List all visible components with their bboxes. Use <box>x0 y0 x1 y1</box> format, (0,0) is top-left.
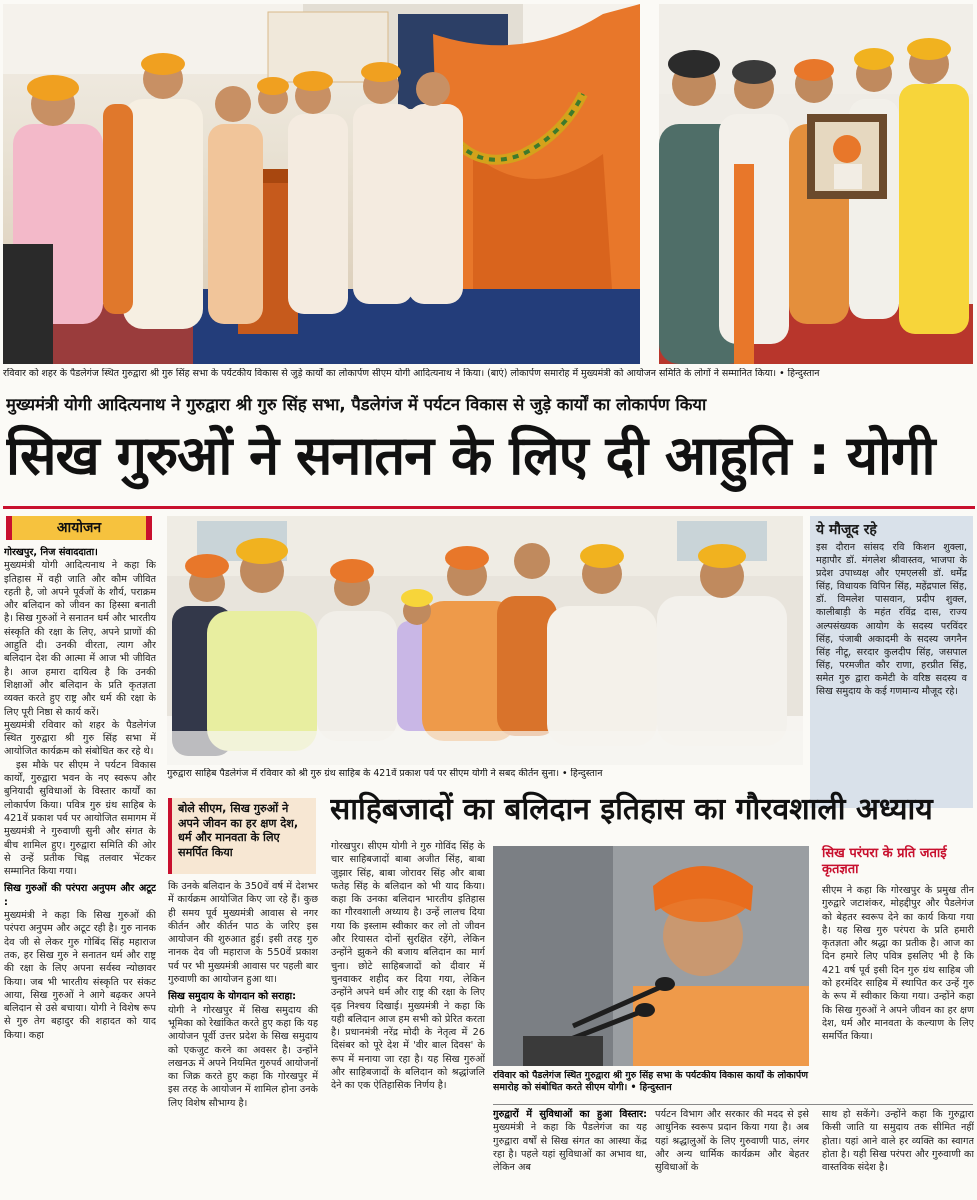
bottom-subhead: गुरुद्वारों में सुविधाओं का हुआ विस्तार: मुख्यमंत्री ने कहा कि पैडलेगंज का यह गुरुद्वारा वर्षों से सिख संगत का आस्था केंद्र रहा है। पहले यहां सुविधाओं का अभाव था, लेकिन अब <box>493 1109 647 1174</box>
gathering-scene <box>167 516 803 765</box>
dateline: गोरखपुर, निज संवाददाता। <box>4 547 98 558</box>
present-heading: ये मौजूद रहे <box>816 522 877 538</box>
section-tag-label: आयोजन <box>56 520 102 536</box>
felicitation-scene <box>659 4 973 364</box>
col1-para-1: मुख्यमंत्री योगी आदित्यनाथ ने कहा कि इतिहास में वही जाति और कौम जीवित रहती है, जो अपने पूर्वजों के शौर्य, पराक्रम और बलिदान को जीवन का हिस्सा बनाती है। सिख गुरुओं ने सनातन धर्म और भारतीय संस्कृति की रक्षा के लिए, अपने प्राणों की आहुति दी। उनकी वीरता, त्याग और बलिदान देश की आत्मा में आज भी जीवित है। आज हमारा दायित्व है कि उनकी शिक्षाओं और बलिदान के प्रति कृतज्ञता व्यक्त करते हुए राष्ट्र और धर्म की रक्षा के लिए पूरी निष्ठा से कार्य करें। <box>4 560 156 718</box>
kicker-headline: मुख्यमंत्री योगी आदित्यनाथ ने गुरुद्वारा श्री गुरु सिंह सभा, पैडलेगंज में पर्यटन विकास से जुड़े कार्यों का लोकार्पण किया <box>6 395 707 414</box>
top-right-photo <box>659 4 973 364</box>
bottom-column-3: साथ हो सकेंगे। उन्होंने कहा कि गुरुद्वारा किसी जाति या समुदाय तक सीमित नहीं होता। यहां आने वाले हर व्यक्ति का स्वागत होता है। यही सिख परंपरा और गुरुवाणी का वास्तविक संदेश है। <box>822 1109 974 1174</box>
bottom-column-1 <box>493 1108 647 1196</box>
col1-para-3: इस मौके पर सीएम ने पर्यटन विकास कार्यों, गुरुद्वारा भवन के नए स्वरूप और बुनियादी सुविधाओं के विस्तार कार्यों का लोकार्पण किया। पवित्र गुरु ग्रंथ साहिब के 421वें प्रकाश पर्व पर आयोजित समागम में मुख्यमंत्री ने गुरुवाणी सुनी और संगत के बीच शामिल हुए। गुरुद्वारा समिति की ओर से उन्हें प्रतीक चिह्न तलवार भेंटकर सम्मानित किया गया। <box>4 759 156 878</box>
middle-photo-caption: गुरुद्वारा साहिब पैडलेगंज में रविवार को श्री गुरु ग्रंथ साहिब के 421वें प्रकाश पर्व पर सीएम योगी ने सबद कीर्तन सुना। • हिन्दुस्तान <box>167 768 603 779</box>
quote-text: बोले सीएम, सिख गुरुओं ने अपने जीवन का हर क्षण देश, धर्म और मानवता के लिए समर्पित किया <box>178 802 299 859</box>
present-box <box>810 516 973 808</box>
col1-para-4: मुख्यमंत्री ने कहा कि सिख गुरुओं की परंपरा अनुपम और अटूट रही है। गुरु नानक देव जी से लेकर गुरु गोबिंद सिंह महाराज तक, हर सिख गुरु ने सनातन धर्म और राष्ट्र की रक्षा के लिए अपना सर्वस्व न्योछावर किया। जब भी भारतीय संस्कृति पर संकट आया, सिख गुरुओं ने आगे बढ़कर अपने बलिदान से उसे बचाया। योगी ने विशेष रूप से गुरु तेग बहादुर की शहादत को याद किया। कहा <box>4 910 156 1041</box>
column-3 <box>331 840 485 1196</box>
col2-para-1: कि उनके बलिदान के 350वें वर्ष में देशभर में कार्यक्रम आयोजित किए जा रहे हैं। कुछ ही समय पूर्व मुख्यमंत्री आवास से नगर कीर्तन और कीर्तन पाठ के जरिए इस आयोजन की शुरुआत हुई। इसी तरह गुरु नानक देव जी महाराज के 550वें प्रकाश पर्व पर भी मुख्यमंत्री आवास पर पहली बार गुरुवाणी का आयोजन हुआ था। <box>168 881 318 986</box>
top-photo-caption: रविवार को शहर के पैडलेगंज स्थित गुरुद्वारा श्री गुरु सिंह सभा के पर्यटकीय विकास से जुड़े कार्यों का लोकार्पण सीएम योगी आदित्यनाथ ने किया। (बाएं) लोकार्पण समारोह में मुख्यमंत्री को आयोजन समिति के लोगों ने सम्मानित किया। • हिन्दुस्तान <box>3 368 820 379</box>
bottom-column-2: पर्यटन विभाग और सरकार की मदद से इसे आधुनिक स्वरूप प्रदान किया गया है। अब यहां श्रद्धालुओं के लिए गुरुवाणी पाठ, लंगर और अन्य धार्मिक कार्यक्रम और बेहतर सुविधाओं के <box>655 1109 809 1174</box>
col1-subhead: सिख गुरुओं की परंपरा अनुपम और अटूट : <box>4 883 156 908</box>
col2-subhead: सिख समुदाय के योगदान को सराहा: <box>168 991 297 1003</box>
present-list: इस दौरान सांसद रवि किशन शुक्ला, महापौर डॉ. मंगलेश श्रीवास्तव, भाजपा के प्रदेश उपाध्यक्ष और एमएलसी डॉ. धर्मेंद्र सिंह, विधायक विपिन सिंह, महेंद्रपाल सिंह, डॉ. विमलेश पासवान, प्रदीप शुक्ल, कालीबाड़ी के महंत रविंद्र दास, राज्य अल्पसंख्यक आयोग के सदस्य परविंदर सिंह, पंजाबी अकादमी के सदस्य जगनैन सिंह नीटू, सरदार कुलदीप सिंह, जसपाल सिंह, परमजीत कौर राणा, हरप्रीत सिंह, समेत गुरु द्वारा कमेटी के वरिष्ठ सदस्य व सिख समुदाय के कई गणमान्य मौजूद रहे। <box>816 542 967 698</box>
speaker-scene <box>493 846 809 1066</box>
col3-para-1: गोरखपुर। सीएम योगी ने गुरु गोविंद सिंह के चार साहिबजादों बाबा अजीत सिंह, बाबा जुझार सिंह, बाबा जोरावर सिंह और बाबा फतेह सिंह के बलिदान को भी याद किया। कहा कि उनका बलिदान भारतीय इतिहास का गौरवशाली अध्याय है। उन्हें लालच दिया गया कि इस्लाम स्वीकार कर लो तो जीवन और रियासत दोनों सुरक्षित रहेंगे, लेकिन उन्होंने झुकने की बजाय बलिदान का मार्ग चुना। छोटे साहिबजादों को दीवार में चुनवाकर शहीद कर दिया गया, लेकिन उन्होंने अपने धर्म और राष्ट्र की रक्षा के लिए दृढ़ निश्चय दिखाई। मुख्यमंत्री ने कहा कि यही बलिदान आज हम सभी को प्रेरित करता है। प्रधानमंत्री नरेंद्र मोदी के नेतृत्व में 26 दिसंबर को पूरे देश में 'वीर बाल दिवस' के रूप में मनाया जा रहा है। यह सिख गुरुओं और साहिबजादों के बलिदान को श्रद्धांजलि देने का एक ऐतिहासिक निर्णय है। <box>331 841 485 1092</box>
col1-para-2: मुख्यमंत्री रविवार को शहर के पैडलेगंज स्थित गुरुद्वारा श्री गुरु सिंह सभा में आयोजित कार्यक्रम को संबोधित कर रहे थे। <box>4 719 156 758</box>
top-left-photo <box>3 4 640 364</box>
middle-photo <box>167 516 803 765</box>
secondary-headline: साहिबजादों का बलिदान इतिहास का गौरवशाली अध्याय <box>330 792 933 827</box>
quote-box <box>168 798 316 874</box>
bottom-photo-caption: रविवार को पैडलेगंज स्थित गुरुद्वारा श्री गुरु सिंह सभा के पर्यटकीय विकास कार्यों के लोकार्पण समारोह को संबोधित करते सीएम योगी। • हिन्दुस्तान <box>493 1070 809 1093</box>
bottom-photo <box>493 846 809 1066</box>
headline-rule <box>3 506 975 509</box>
main-headline: सिख गुरुओं ने सनातन के लिए दी आहुति : योगी <box>6 424 935 487</box>
bottom-rule <box>493 1104 973 1105</box>
col2-para-2: योगी ने गोरखपुर में सिख समुदाय की भूमिका को रेखांकित करते हुए कहा कि यह आयोजन पूर्वी उत्तर प्रदेश के सिख समुदाय को एकजुट करने का अवसर है। उन्होंने लखनऊ में अपने नियमित गुरुपर्व आयोजनों का जिक्र करते हुए कहा कि गोरखपुर में इस तरह के आयोजन में शामिल होना उनके लिए विशेष सौभाग्य है। <box>168 1004 318 1109</box>
section-tag <box>6 516 152 540</box>
speaker-robe <box>633 986 809 1066</box>
side-heading: सिख परंपरा के प्रति जताई कृतज्ञता <box>822 846 947 877</box>
column-1 <box>4 546 156 1196</box>
ceremony-scene <box>3 4 640 364</box>
bottom-para-1: मुख्यमंत्री ने कहा कि पैडलेगंज का यह गुरुद्वारा वर्षों से सिख संगत का आस्था केंद्र रहा है। पहले यहां सुविधाओं का अभाव था, लेकिन अब <box>493 1122 647 1174</box>
column-2 <box>168 880 318 1196</box>
side-column: सीएम ने कहा कि गोरखपुर के प्रमुख तीन गुरुद्वारे जटाशंकर, मोहद्दीपुर और पैडलेगंज को बेहतर स्वरूप देने का कार्य किया गया है। यह सिख गुरु परंपरा के प्रति हमारी कृतज्ञता और श्रद्धा का प्रतीक है। आज का दिन हमारे लिए पवित्र इसलिए भी है कि 421 वर्ष पूर्व इसी दिन गुरु ग्रंथ साहिब जी को हरमंदिर साहिब में स्थापित कर उन्हें गुरु के रूप में स्वीकार किया गया। उन्होंने कहा कि सिख गुरुओं ने अपने जीवन का हर क्षण देश, धर्म और मानवता के कल्याण के लिए समर्पित किया। <box>822 885 974 1043</box>
